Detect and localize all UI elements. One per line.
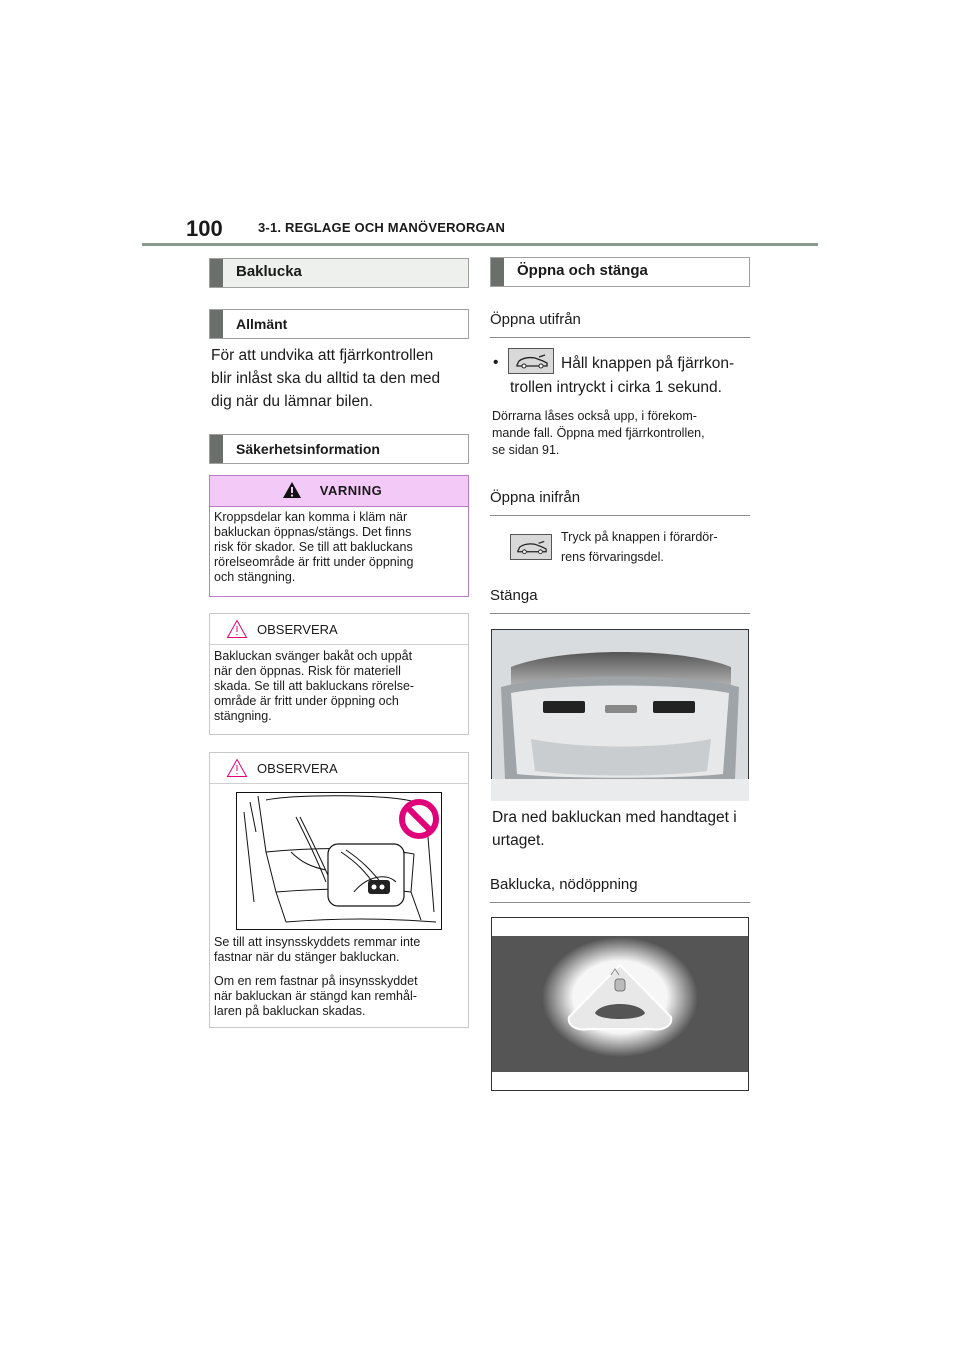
heading-close: [490, 587, 750, 614]
inside-button-icon-box: [510, 534, 552, 560]
text-line: trollen intryckt i cirka 1 sekund.: [510, 379, 722, 396]
header-rule: [142, 243, 818, 246]
text-line: se sidan 91.: [492, 443, 560, 457]
heading-bar: [210, 259, 223, 287]
heading-bar: [210, 310, 223, 338]
section-title: Baklucka: [236, 263, 302, 280]
warning-label: VARNING: [319, 483, 383, 498]
heading-open-outside: [490, 311, 750, 338]
text-line: dig när du lämnar bilen.: [211, 393, 373, 410]
caution-triangle-icon: [226, 619, 248, 639]
text-line: Håll knappen på fjärrkon-: [561, 355, 735, 372]
warning-header: [210, 476, 468, 507]
section-heading-baklucka: [209, 258, 469, 288]
trunk-interior-photo: [491, 629, 749, 801]
text-line: Kroppsdelar kan komma i kläm när: [214, 510, 408, 524]
note-label: OBSERVERA: [257, 622, 338, 637]
warning-box: [209, 475, 469, 597]
bullet: •: [493, 354, 499, 371]
outside-small-text: [492, 408, 750, 459]
text-line: Dra ned bakluckan med handtaget i: [492, 809, 737, 826]
note-header: [210, 753, 468, 784]
close-text: [492, 806, 750, 852]
subheading-safety: [209, 434, 469, 464]
heading-label: Stänga: [490, 587, 538, 604]
subheading-general: [209, 309, 469, 339]
trunk-car-icon: [516, 540, 548, 556]
section-title: Öppna och stänga: [517, 262, 648, 279]
page-number: 100: [186, 216, 223, 241]
note-text-2: [214, 974, 462, 1019]
text-line: fastnar när du stänger bakluckan.: [214, 950, 400, 964]
text-line: Bakluckan svänger bakåt och uppåt: [214, 649, 413, 663]
inside-text: [561, 527, 751, 567]
text-line: Dörrarna låses också upp, i förekom-: [492, 409, 697, 423]
heading-label: Baklucka, nödöppning: [490, 876, 638, 893]
heading-label: Öppna inifrån: [490, 489, 581, 506]
heading-bar: [491, 258, 504, 286]
heading-label: Öppna utifrån: [490, 311, 581, 328]
text-line: område är fritt under öppning och: [214, 694, 399, 708]
note-header: [210, 614, 468, 645]
text-line: och stängning.: [214, 570, 296, 584]
text-line: stängning.: [214, 709, 272, 723]
prohibition-icon: [391, 799, 431, 839]
text-line: skada. Se till att bakluckans rörelse-: [214, 679, 415, 693]
text-line: laren på bakluckan skadas.: [214, 1004, 366, 1018]
heading-bar: [210, 435, 223, 463]
emergency-release-photo: [491, 917, 749, 1091]
text-line: Tryck på knappen i förardör-: [561, 530, 718, 544]
remote-button-icon-box: [508, 348, 554, 374]
subheading-label: Allmänt: [236, 316, 288, 332]
trunk-car-icon: [515, 354, 549, 370]
heading-open-inside: [490, 489, 750, 516]
text-line: blir inlåst ska du alltid ta den med: [211, 370, 441, 387]
text-line: risk för skador. Se till att bakluckans: [214, 540, 413, 554]
text-line: För att undvika att fjärrkontrollen: [211, 347, 434, 364]
warning-text: [214, 510, 462, 585]
section-heading-open-close: [490, 257, 750, 287]
text-line: när den öppnas. Risk för materiell: [214, 664, 401, 678]
text-line: urtaget.: [492, 832, 545, 849]
general-paragraph: [211, 344, 469, 413]
text-line: Se till att insynsskyddets remmar inte: [214, 935, 421, 949]
note-box-2: [209, 752, 469, 1028]
caution-triangle-icon: [226, 758, 248, 778]
chapter-title: 3-1. REGLAGE OCH MANÖVERORGAN: [258, 220, 506, 235]
heading-emergency: [490, 876, 750, 903]
text-line: rörelseområde är fritt under öppning: [214, 555, 414, 569]
text-line: när bakluckan är stängd kan remhål-: [214, 989, 417, 1003]
text-line: rens förvaringsdel.: [561, 550, 664, 564]
text-line: bakluckan öppnas/stängs. Det finns: [214, 525, 412, 539]
note-text-1: [214, 935, 462, 965]
subheading-label: Säkerhetsinformation: [236, 441, 380, 457]
note-box-1: [209, 613, 469, 735]
text-line: mande fall. Öppna med fjärrkontrollen,: [492, 426, 705, 440]
text-line: Om en rem fastnar på insynsskyddet: [214, 974, 418, 988]
note-label: OBSERVERA: [257, 761, 338, 776]
note-text: [214, 649, 462, 724]
